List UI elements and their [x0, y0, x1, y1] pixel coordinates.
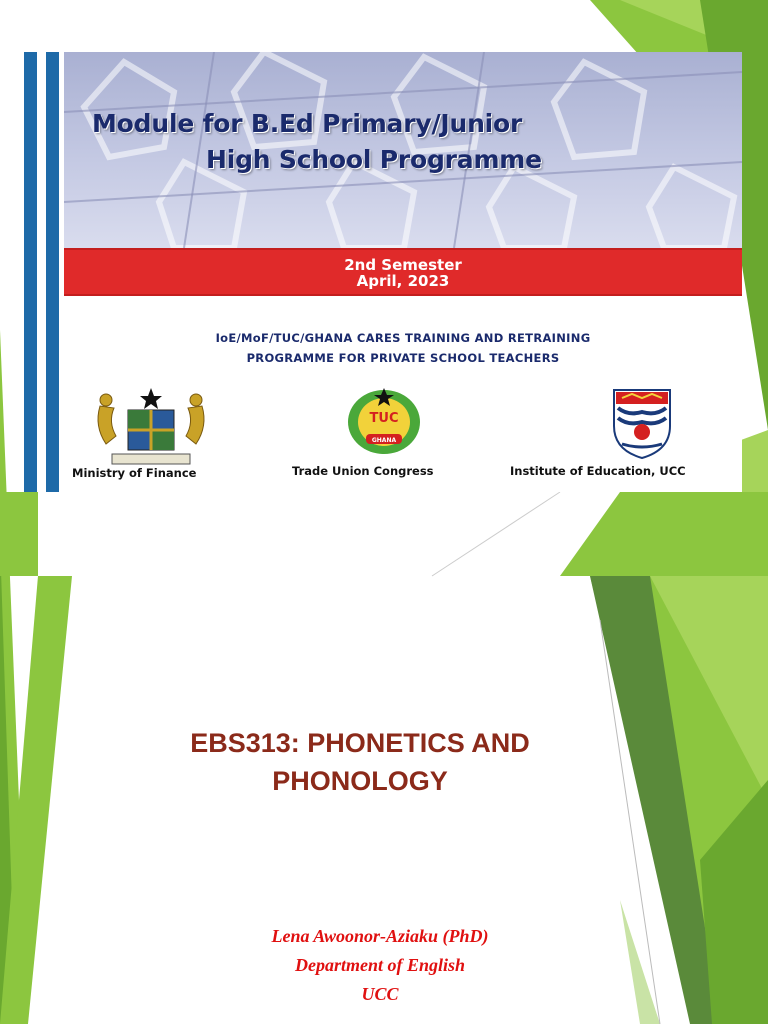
course-title [130, 724, 590, 800]
module-banner [16, 52, 742, 492]
semester-label: 2nd Semester [344, 256, 462, 274]
tuc-emblem-subtext: GHANA [371, 437, 397, 444]
banner-header [64, 52, 742, 248]
tuc-emblem-text: TUC [369, 411, 399, 426]
banner-stripes [16, 52, 64, 492]
author-block [180, 922, 580, 1009]
banner-title [92, 106, 742, 178]
banner-title-line1: Module for B.Ed Primary/Junior [92, 109, 523, 138]
author-institution: UCC [361, 984, 399, 1004]
course-title-line1: EBS313: PHONETICS AND [190, 728, 530, 758]
ghana-coat-of-arms-icon [92, 386, 210, 468]
semester-date: April, 2023 [356, 272, 450, 290]
programme-line1: IoE/MoF/TUC/GHANA CARES TRAINING AND RETRAINING [215, 331, 591, 345]
logo-caption-tuc: Trade Union Congress [292, 464, 434, 478]
tuc-emblem-icon [344, 386, 424, 456]
banner-title-line2: High School Programme [206, 145, 542, 174]
semester-band [64, 248, 742, 296]
programme-description [64, 328, 742, 368]
author-department: Department of English [294, 955, 466, 975]
programme-line2: PROGRAMME FOR PRIVATE SCHOOL TEACHERS [246, 351, 560, 365]
course-title-line2: PHONOLOGY [272, 766, 448, 796]
author-name: Lena Awoonor-Aziaku (PhD) [271, 926, 489, 946]
logo-caption-ucc: Institute of Education, UCC [510, 464, 686, 478]
logo-caption-mof: Ministry of Finance [72, 466, 197, 480]
ucc-crest-icon [608, 386, 676, 460]
